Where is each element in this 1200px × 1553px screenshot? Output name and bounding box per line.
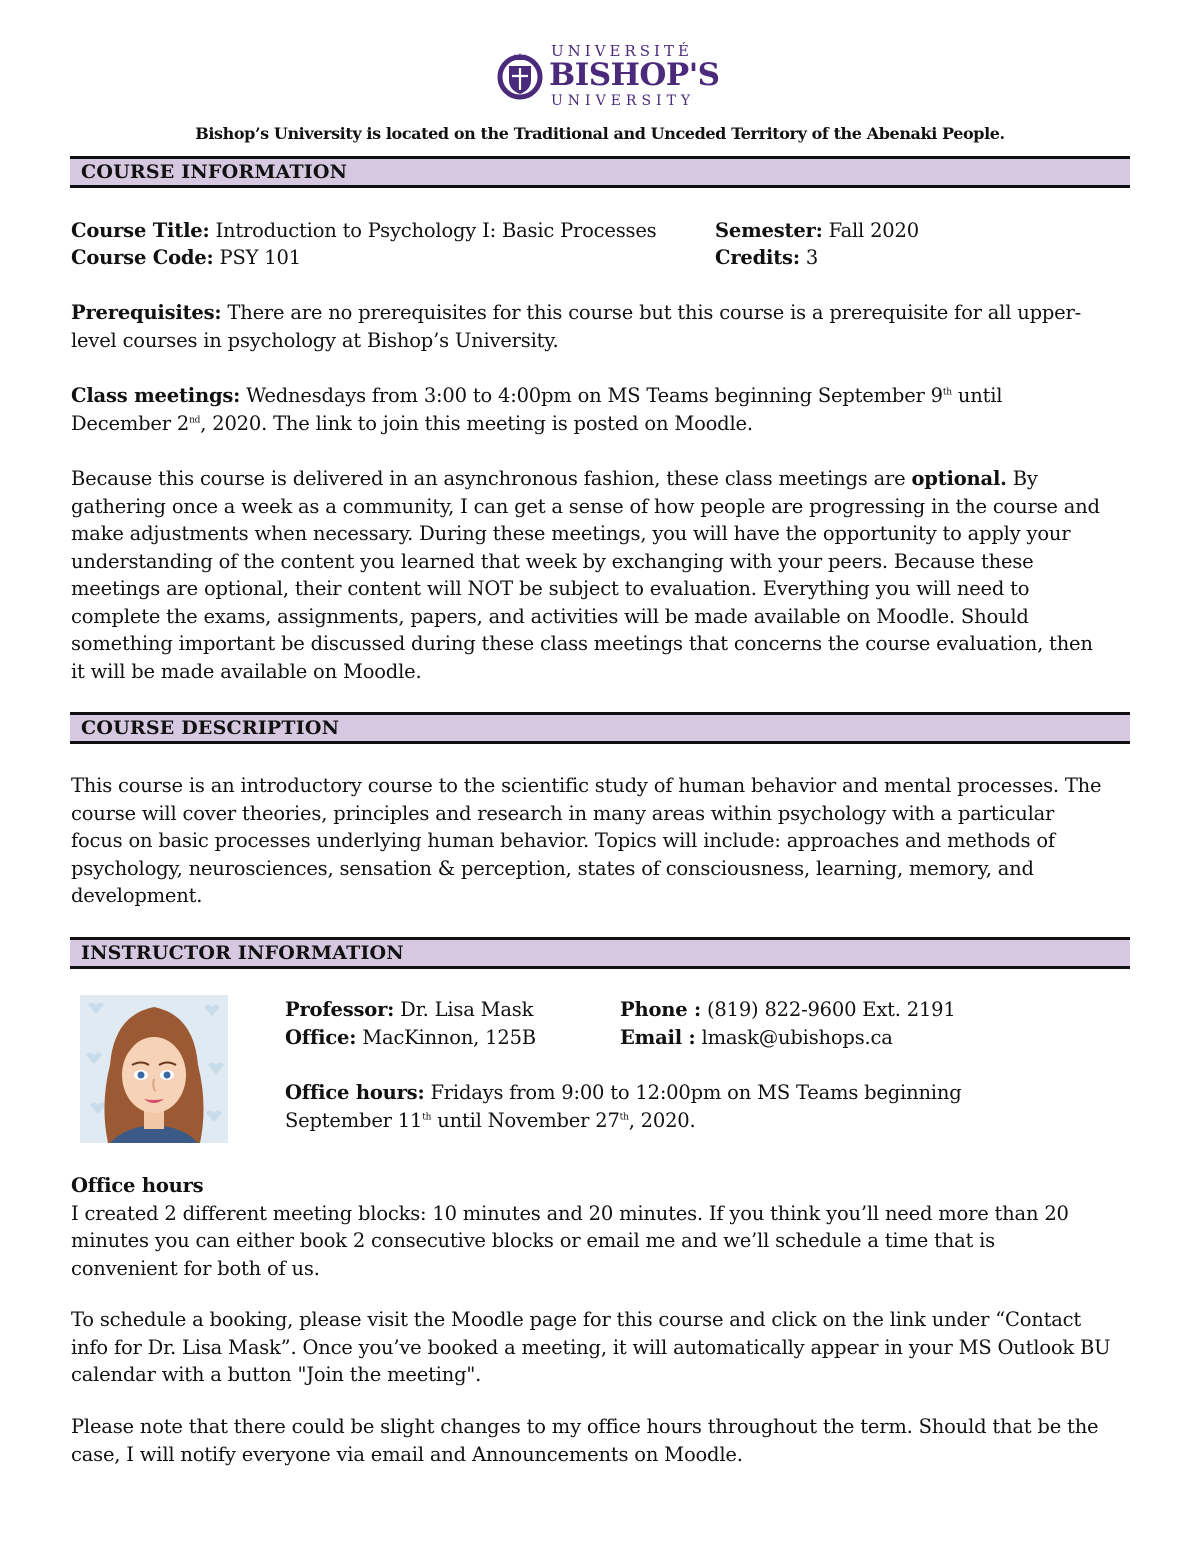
- credits-line: [715, 244, 818, 272]
- section-title: COURSE DESCRIPTION: [81, 717, 340, 739]
- async-text: make adjustments when necessary. During these meetings, you will have the opportunity to apply your: [71, 522, 1071, 545]
- section-header-instructor-information: [70, 937, 1130, 969]
- prerequisites-label: Prerequisites:: [71, 301, 222, 324]
- section-title: INSTRUCTOR INFORMATION: [81, 942, 404, 964]
- async-text: gathering once a week as a community, I can get a sense of how people are progressing in the course and: [71, 494, 1100, 518]
- instructor-avatar: [80, 995, 228, 1143]
- prerequisites-text: There are no prerequisites for this course but this course is a prerequisite for all upper-: [221, 301, 1081, 324]
- prerequisites-paragraph: [71, 299, 1139, 354]
- email-label: Email :: [620, 1026, 696, 1049]
- async-text: By: [1006, 467, 1038, 490]
- booking-text: To schedule a booking, please visit the Moodle page for this course and click on the link under “Contact: [71, 1308, 1082, 1331]
- description-text: focus on basic processes underlying human behavior. Topics will include: approaches and methods of: [71, 829, 1055, 852]
- office-hours-heading: Office hours: [71, 1174, 204, 1197]
- booking-text: calendar with a button "Join the meeting".: [71, 1363, 482, 1386]
- section-header-course-information: [70, 156, 1130, 188]
- section-title: COURSE INFORMATION: [81, 161, 348, 183]
- description-paragraph: [71, 772, 1139, 910]
- semester-value: Fall 2020: [822, 219, 919, 242]
- semester-label: Semester:: [715, 219, 823, 242]
- changes-note-paragraph: [71, 1413, 1139, 1468]
- changes-note-text: Please note that there could be slight changes to my office hours throughout the term. Should that be the: [71, 1415, 1099, 1438]
- async-text: complete the exams, assignments, papers, and activities will be made available on Moodle. Should: [71, 604, 1029, 628]
- class-meetings-label: Class meetings:: [71, 384, 241, 407]
- office-line: [285, 1024, 536, 1052]
- booking-text: info for Dr. Lisa Mask”. Once you’ve booked a meeting, it will automatically appear in your MS Outlook BU: [71, 1335, 1111, 1359]
- description-text: development.: [71, 884, 203, 907]
- prerequisites-text-cont: level courses in psychology at Bishop’s University.: [71, 328, 559, 352]
- course-code-label: Course Code:: [71, 246, 214, 269]
- territory-acknowledgement: Bishop’s University is located on the Traditional and Unceded Territory of the Abenaki People.: [195, 124, 1005, 143]
- course-title-label: Course Title:: [71, 219, 210, 242]
- office-hours-text: until November 27: [431, 1108, 620, 1132]
- semester-line: [715, 217, 919, 245]
- credits-value: 3: [799, 246, 819, 269]
- credits-label: Credits:: [715, 246, 800, 269]
- description-text: This course is an introductory course to the scientific study of human behavior and mental processes. The: [71, 774, 1102, 797]
- async-paragraph: [71, 465, 1139, 685]
- course-code-line: [71, 244, 301, 272]
- async-text: meetings are optional, their content will NOT be subject to evaluation. Everything you will need to: [71, 577, 1030, 600]
- logo-text-top: UNIVERSITÉ: [551, 42, 693, 60]
- office-hours-label: Office hours:: [285, 1081, 425, 1104]
- ordinal-suffix: th: [619, 1112, 629, 1122]
- course-title-line: [71, 217, 656, 245]
- phone-value: (819) 822-9600 Ext. 2191: [701, 998, 956, 1021]
- email-link[interactable]: lmask@ubishops.ca: [695, 1026, 893, 1049]
- email-line: [620, 1024, 893, 1052]
- office-hours-block: [71, 1172, 1139, 1282]
- booking-paragraph: [71, 1306, 1139, 1389]
- ordinal-suffix: nd: [189, 415, 201, 425]
- course-code-value: PSY 101: [213, 246, 301, 269]
- class-meetings-paragraph: [71, 382, 1139, 437]
- async-text: understanding of the content you learned that week by exchanging with your peers. Because these: [71, 549, 1034, 573]
- ordinal-suffix: th: [422, 1112, 432, 1122]
- avatar-illustration: [80, 995, 228, 1143]
- async-text: something important be discussed during these class meetings that concerns the course evaluation, then: [71, 632, 1093, 655]
- office-value: MacKinnon, 125B: [356, 1026, 536, 1049]
- course-title-value: Introduction to Psychology I: Basic Processes: [209, 219, 657, 242]
- class-meetings-text: December 2: [71, 411, 190, 435]
- office-label: Office:: [285, 1026, 357, 1049]
- office-hours-text: Fridays from 9:00 to 12:00pm on MS Teams beginning: [424, 1081, 962, 1104]
- async-text: it will be made available on Moodle.: [71, 659, 422, 683]
- office-hours-text: , 2020.: [628, 1108, 696, 1132]
- async-text: Because this course is delivered in an asynchronous fashion, these class meetings are: [71, 467, 912, 490]
- university-logo: [497, 42, 720, 114]
- description-text: psychology, neurosciences, sensation & perception, states of consciousness, learning, memory, and: [71, 856, 1034, 880]
- ordinal-suffix: th: [942, 387, 952, 398]
- office-hours-para-text: I created 2 different meeting blocks: 10 minutes and 20 minutes. If you think you’ll need more than 20: [71, 1201, 1069, 1225]
- professor-label: Professor:: [285, 998, 395, 1021]
- changes-note-text: case, I will notify everyone via email and Announcements on Moodle.: [71, 1442, 743, 1466]
- class-meetings-text: Wednesdays from 3:00 to 4:00pm on MS Teams beginning September 9: [240, 384, 943, 407]
- phone-label: Phone :: [620, 998, 702, 1021]
- office-hours-para-text: minutes you can either book 2 consecutive blocks or email me and we’ll schedule a time that is: [71, 1229, 995, 1252]
- class-meetings-text: , 2020. The link to join this meeting is posted on Moodle.: [200, 411, 753, 435]
- phone-line: [620, 996, 956, 1024]
- logo-text-bottom: UNIVERSITY: [551, 93, 696, 109]
- office-hours-text: September 11: [285, 1108, 423, 1132]
- professor-line: [285, 996, 533, 1024]
- optional-emphasis: optional.: [911, 467, 1007, 490]
- description-text: course will cover theories, principles and research in many areas within psychology with a particular: [71, 801, 1055, 825]
- office-hours-para-text: convenient for both of us.: [71, 1256, 320, 1280]
- class-meetings-text: until: [951, 384, 1003, 407]
- crest-icon: [497, 48, 543, 104]
- logo-text-name: BISHOP'S: [549, 57, 720, 93]
- office-hours-line: [285, 1079, 1005, 1134]
- professor-value: Dr. Lisa Mask: [394, 998, 534, 1021]
- section-header-course-description: [70, 712, 1130, 744]
